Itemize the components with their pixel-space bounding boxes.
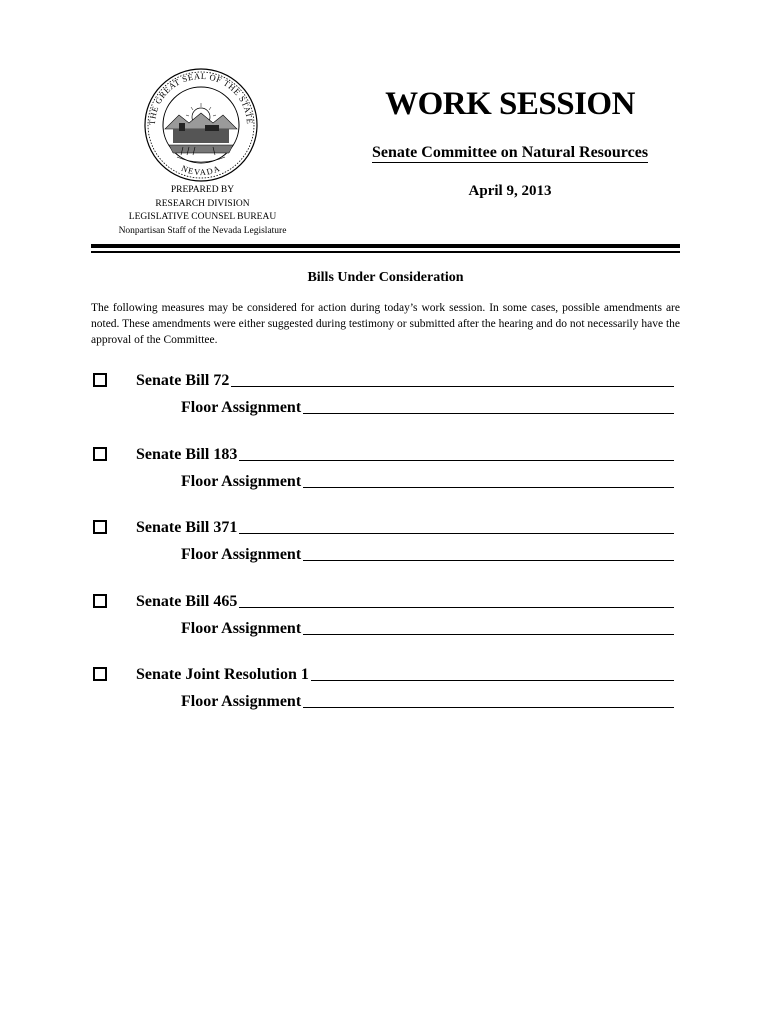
bill-line [136, 593, 674, 611]
bill-checkbox[interactable] [93, 447, 107, 461]
floor-assignment-blank-line[interactable] [303, 634, 674, 635]
bill-checkbox[interactable] [93, 594, 107, 608]
intro-paragraph: The following measures may be considered for action during today’s work session. In some cases, possible amendments are noted. These amendments were either suggested during testimony or submitted after the hearing and do not necessarily have the approval of the Committee. [91, 302, 680, 346]
floor-assignment-blank-line[interactable] [303, 560, 674, 561]
bill-checkbox[interactable] [93, 520, 107, 534]
bill-blank-line[interactable] [239, 533, 674, 534]
section-title: Bills Under Consideration [307, 270, 464, 285]
bill-checkbox[interactable] [93, 373, 107, 387]
bill-item [91, 446, 681, 502]
prepared-by-label: PREPARED BY [170, 185, 235, 195]
bill-label: Senate Bill 465 [136, 593, 238, 610]
bill-line [136, 446, 674, 464]
bill-label: Senate Bill 72 [136, 372, 230, 389]
bill-item [91, 519, 681, 575]
committee-name-text: Senate Committee on Natural Resources [371, 144, 649, 161]
seal-ring-text: THE GREAT SEAL OF THE STATE [146, 70, 256, 126]
floor-assignment-label: Floor Assignment [181, 546, 302, 563]
bill-blank-line[interactable] [239, 460, 674, 461]
floor-assignment-line [181, 473, 674, 491]
floor-assignment-label: Floor Assignment [181, 473, 302, 490]
bill-checkbox[interactable] [93, 667, 107, 681]
svg-text:NEVADA [180, 163, 222, 177]
floor-assignment-label: Floor Assignment [181, 620, 302, 637]
bill-label: Senate Joint Resolution 1 [136, 666, 309, 683]
header-divider-thick [91, 244, 680, 248]
bill-line [136, 519, 674, 537]
bill-line [136, 666, 674, 684]
nonpartisan-staff-label: Nonpartisan Staff of the Nevada Legislature [118, 225, 287, 236]
bill-item [91, 666, 681, 722]
floor-assignment-blank-line[interactable] [303, 413, 674, 414]
session-date: April 9, 2013 [468, 183, 552, 199]
research-division-label: RESEARCH DIVISION [155, 198, 250, 209]
floor-assignment-blank-line[interactable] [303, 487, 674, 488]
bill-line [136, 372, 674, 390]
bill-blank-line[interactable] [311, 680, 674, 681]
committee-name [330, 144, 690, 162]
page-title: WORK SESSION [385, 86, 635, 122]
floor-assignment-label: Floor Assignment [181, 693, 302, 710]
header-divider-thin [91, 251, 680, 253]
bill-blank-line[interactable] [239, 607, 674, 608]
nevada-state-seal-icon [143, 67, 259, 183]
floor-assignment-line [181, 546, 674, 564]
bill-label: Senate Bill 183 [136, 446, 238, 463]
floor-assignment-line [181, 399, 674, 417]
floor-assignment-line [181, 620, 674, 638]
floor-assignment-line [181, 693, 674, 711]
seal-state-text: NEVADA [179, 162, 223, 178]
floor-assignment-label: Floor Assignment [181, 399, 302, 416]
bill-blank-line[interactable] [231, 386, 674, 387]
bill-item [91, 593, 681, 649]
floor-assignment-blank-line[interactable] [303, 707, 674, 708]
bill-item [91, 372, 681, 428]
counsel-bureau-label: LEGISLATIVE COUNSEL BUREAU [128, 212, 277, 222]
bill-label: Senate Bill 371 [136, 519, 238, 536]
prepared-by-block [100, 184, 305, 238]
